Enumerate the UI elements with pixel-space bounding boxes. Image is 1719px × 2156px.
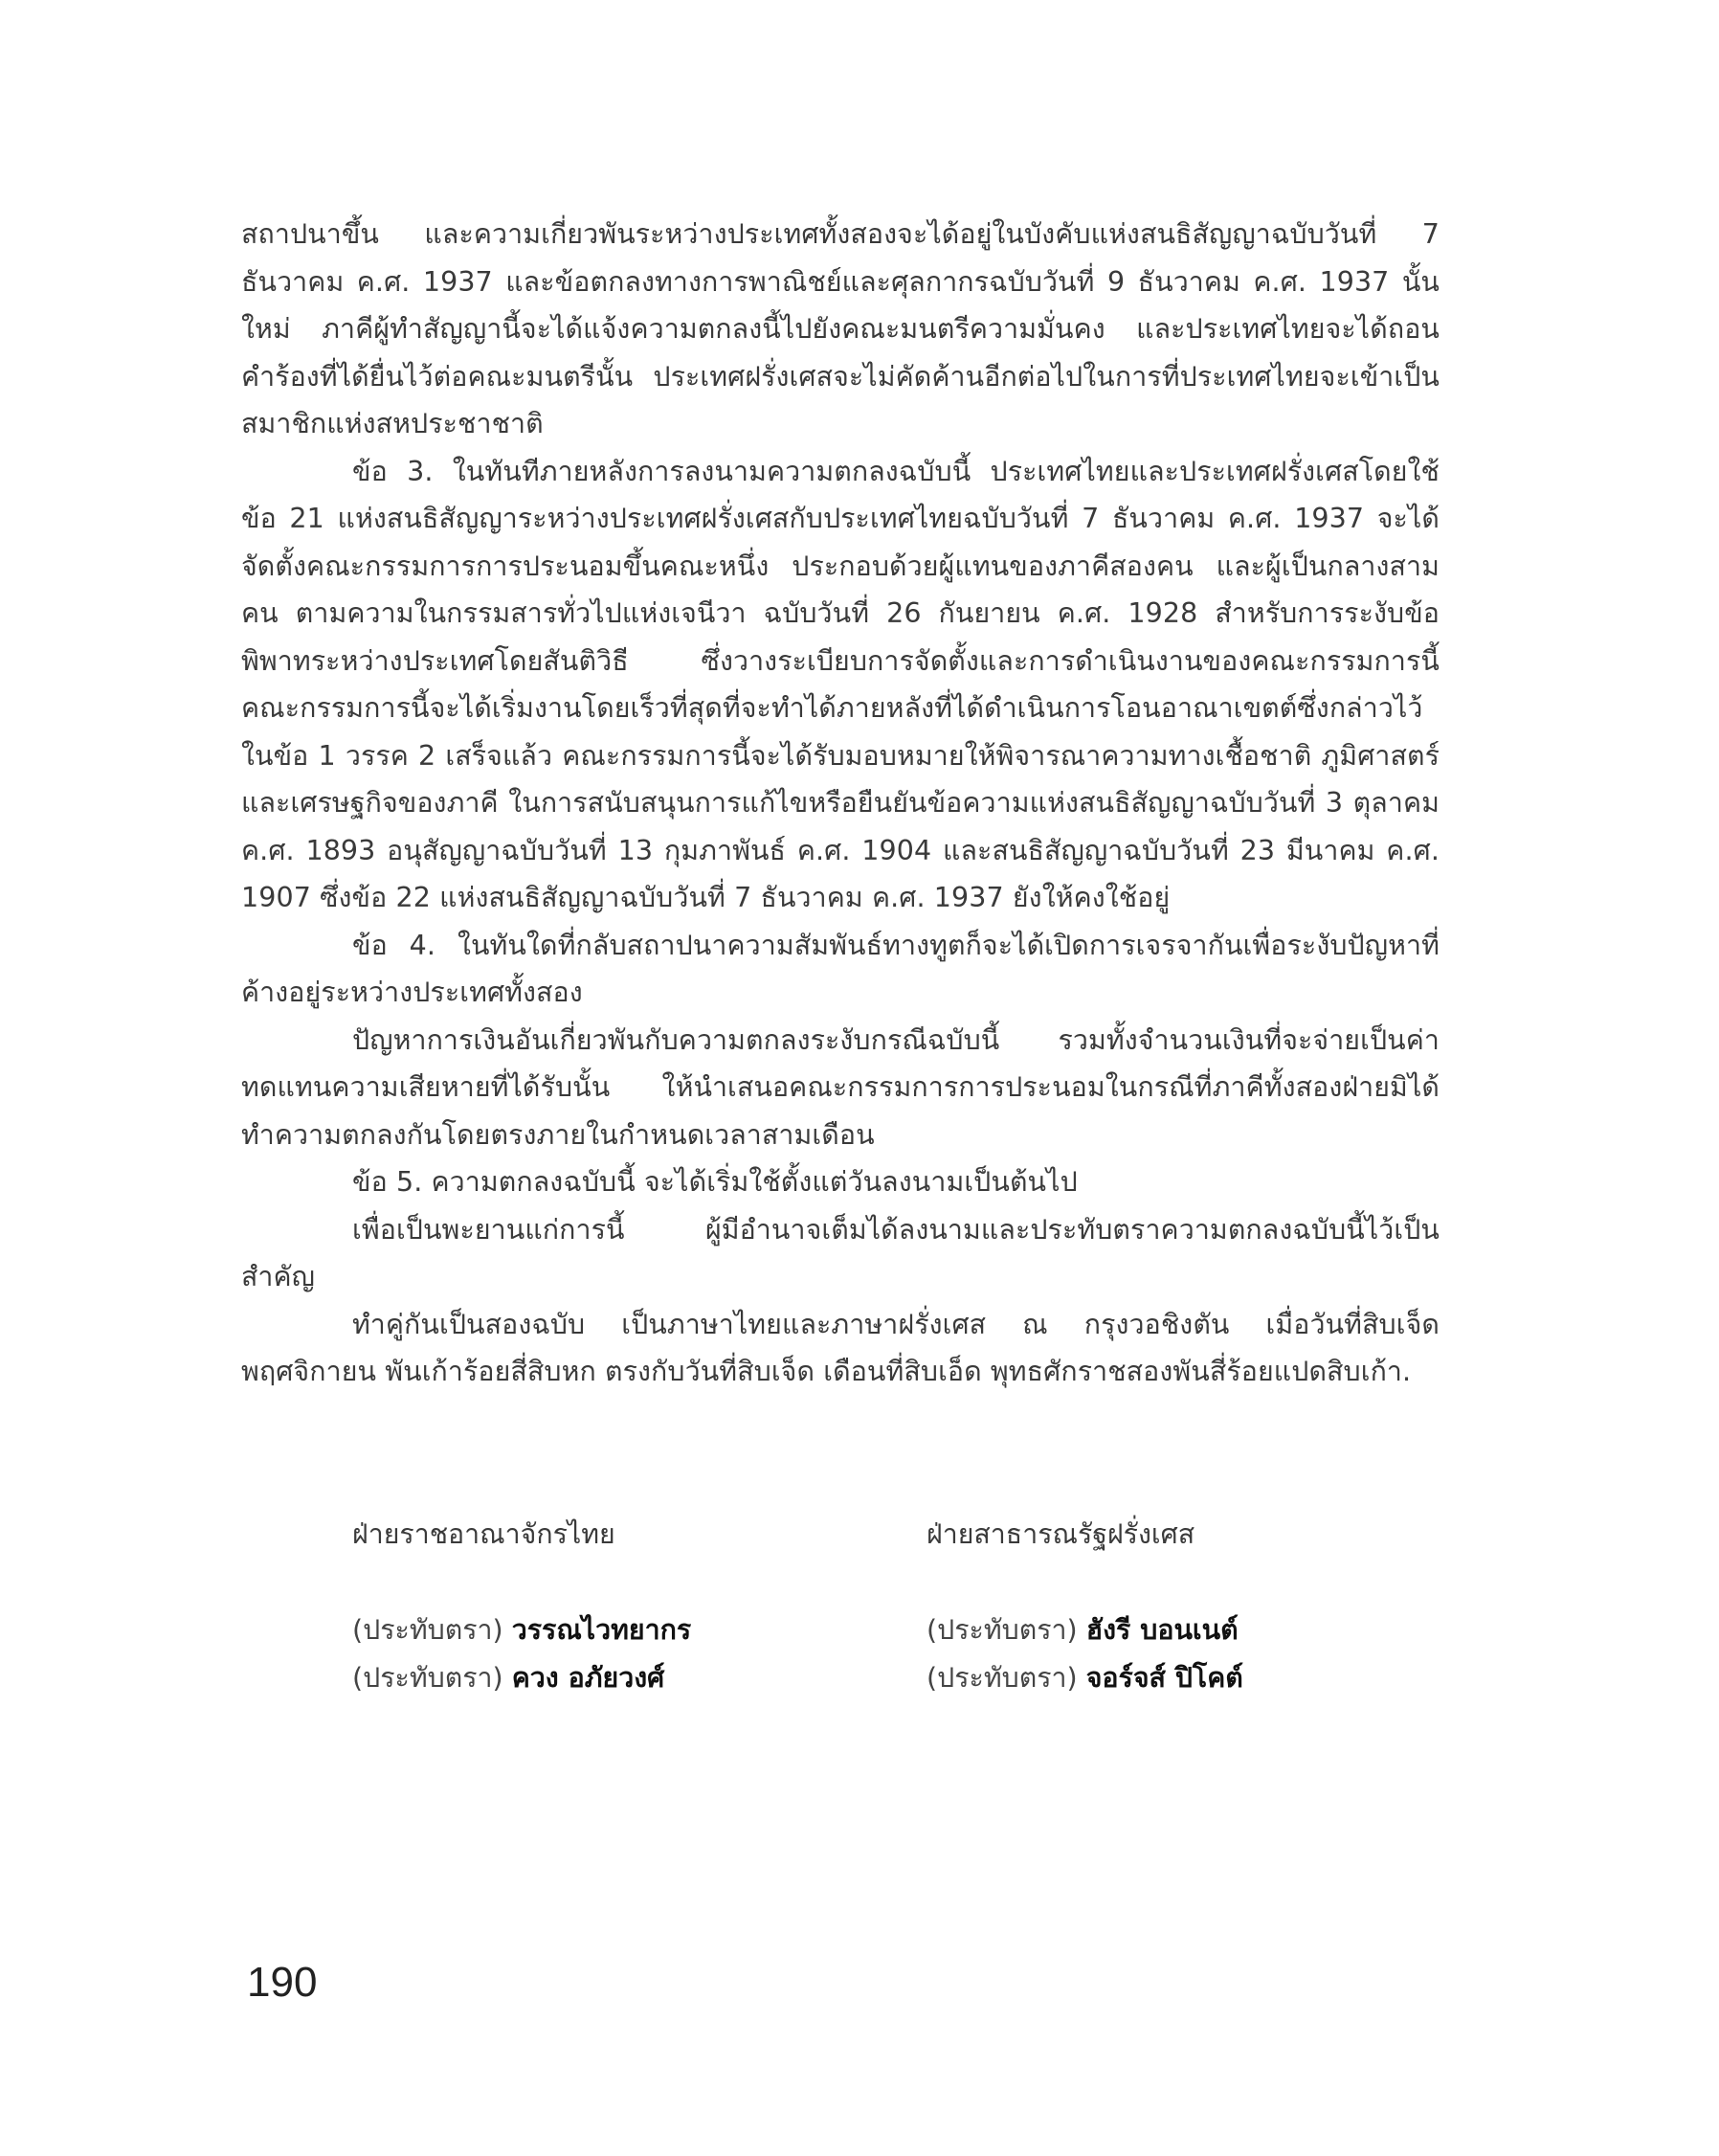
signature-heading-french: ฝ่ายสาธารณรัฐฝรั่งเศส (926, 1518, 1195, 1550)
signatory-line (926, 1606, 1424, 1654)
paragraph-article-5: ข้อ 5. ความตกลงฉบับนี้ จะได้เริ่มใช้ตั้งแต่วันลงนามเป็นต้นไป (352, 1166, 1078, 1198)
page-number: 190 (247, 1959, 318, 2006)
signature-column-thai (352, 1511, 850, 1702)
paragraph-continuation: สถาปนาขึ้น และความเกี่ยวพันระหว่างประเทศทั้งสองจะได้อยู่ในบังคับแห่งสนธิสัญญาฉบับวันที่ 7 ธันวาคม ค.ศ. 1937 และข้อตกลงทางการพาณิชย์และศุลกากรฉบับวันที่ 9 ธันวาคม ค.ศ. 1937 นั้นใหม่ ภาคีผู้ทำสัญญานี้จะได้แจ้งความตกลงนี้ไปยังคณะมนตรีความมั่นคง และประเทศไทยจะได้ถอนคำร้องที่ได้ยื่นไว้ต่อคณะมนตรีนั้น ประเทศฝรั่งเศสจะไม่คัดค้านอีกต่อไปในการที่ประเทศไทยจะเข้าเป็นสมาชิกแห่งสหประชาชาติ (241, 218, 1440, 439)
signature-block (0, 1511, 1719, 1721)
seal-label: (ประทับตรา) (926, 1662, 1086, 1694)
signatory-line (352, 1654, 850, 1702)
signatory-name: ฮังรี บอนเนต์ (1085, 1614, 1239, 1646)
signature-heading-thai: ฝ่ายราชอาณาจักรไทย (352, 1518, 615, 1550)
paragraph-witness: เพื่อเป็นพะยานแก่การนี้ ผู้มีอำนาจเต็มได้ลงนามและประทับตราความตกลงฉบับนี้ไว้เป็นสำคัญ (241, 1213, 1440, 1292)
signatory-name: วรรณไวทยากร (511, 1614, 692, 1646)
signatory-line (926, 1654, 1424, 1702)
paragraph-done-at: ทำคู่กันเป็นสองฉบับ เป็นภาษาไทยและภาษาฝรั่งเศส ณ กรุงวอชิงตัน เมื่อวันที่สิบเจ็ดพฤศจิกายน พันเก้าร้อยสี่สิบหก ตรงกับวันที่สิบเจ็ด เดือนที่สิบเอ็ด พุทธศักราชสองพันสี่ร้อยแปดสิบเก้า. (241, 1308, 1440, 1387)
seal-label: (ประทับตรา) (352, 1662, 512, 1694)
signatory-line (352, 1606, 850, 1654)
signature-column-french (926, 1511, 1424, 1702)
seal-label: (ประทับตรา) (926, 1614, 1086, 1646)
signatory-name: ควง อภัยวงศ์ (511, 1662, 665, 1694)
signatory-name: จอร์จส์ ปิโคต์ (1085, 1662, 1243, 1694)
seal-label: (ประทับตรา) (352, 1614, 512, 1646)
paragraph-financial-issues: ปัญหาการเงินอันเกี่ยวพันกับความตกลงระงับกรณีฉบับนี้ รวมทั้งจำนวนเงินที่จะจ่ายเป็นค่าทดแทนความเสียหายที่ได้รับนั้น ให้นำเสนอคณะกรรมการการประนอมในกรณีที่ภาคีทั้งสองฝ่ายมิได้ทำความตกลงกันโดยตรงภายในกำหนดเวลาสามเดือน (241, 1023, 1440, 1151)
paragraph-article-4: ข้อ 4. ในทันใดที่กลับสถาปนาความสัมพันธ์ทางทูตก็จะได้เปิดการเจรจากันเพื่อระงับปัญหาที่ค้างอยู่ระหว่างประเทศทั้งสอง (241, 929, 1440, 1008)
body-text (241, 211, 1440, 1396)
paragraph-article-3: ข้อ 3. ในทันทีภายหลังการลงนามความตกลงฉบับนี้ ประเทศไทยและประเทศฝรั่งเศสโดยใช้ข้อ 21 แห่งสนธิสัญญาระหว่างประเทศฝรั่งเศสกับประเทศไทยฉบับวันที่ 7 ธันวาคม ค.ศ. 1937 จะได้จัดตั้งคณะกรรมการการประนอมขึ้นคณะหนึ่ง ประกอบด้วยผู้แทนของภาคีสองคน และผู้เป็นกลางสามคน ตามความในกรรมสารทั่วไปแห่งเจนีวา ฉบับวันที่ 26 กันยายน ค.ศ. 1928 สำหรับการระงับข้อพิพาทระหว่างประเทศโดยสันติวิธี ซึ่งวางระเบียบการจัดตั้งและการดำเนินงานของคณะกรรมการนี้ คณะกรรมการนี้จะได้เริ่มงานโดยเร็วที่สุดที่จะทำได้ภายหลังที่ได้ดำเนินการโอนอาณาเขตต์ซึ่งกล่าวไว้ในข้อ 1 วรรค 2 เสร็จแล้ว คณะกรรมการนี้จะได้รับมอบหมายให้พิจารณาความทางเชื้อชาติ ภูมิศาสตร์และเศรษฐกิจของภาคี ในการสนับสนุนการแก้ไขหรือยืนยันข้อความแห่งสนธิสัญญาฉบับวันที่ 3 ตุลาคม ค.ศ. 1893 อนุสัญญาฉบับวันที่ 13 กุมภาพันธ์ ค.ศ. 1904 และสนธิสัญญาฉบับวันที่ 23 มีนาคม ค.ศ. 1907 ซึ่งข้อ 22 แห่งสนธิสัญญาฉบับวันที่ 7 ธันวาคม ค.ศ. 1937 ยังให้คงใช้อยู่ (241, 455, 1440, 913)
